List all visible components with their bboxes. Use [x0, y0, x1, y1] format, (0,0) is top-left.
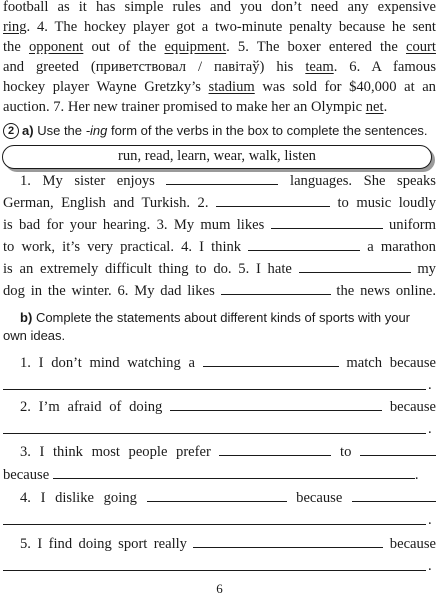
answer-line[interactable] — [3, 433, 426, 434]
underlined-word: stadium — [208, 79, 255, 95]
answer-blank[interactable] — [271, 216, 383, 229]
text-line-1: football as it has simple rules and you don’t need any expensive — [3, 0, 436, 15]
workbook-page: football as it has simple rules and you don’t need any expensive ring. 4. The hockey player got a two-minute penalty because he sent the opponent out of the equipment. 5. The boxer entered the court and greeted (приветствовал / павітаў) his team. 6. A famous hockey player Wayne Gretzky’s stadium was sold for $40,000 at an auction. 7. Her new trainer promised to make her an Olympic net. 2 a) Use the -ing form of the verbs in the box to complete the sentences. run, read, learn, wear, walk, listen 1. My sister enjoys languages. She speaks German, English and Turkish. 2. to music loudly is bad for your hearing. 3. My mum likes uniform to work, it’s very practical. 4. I think a marathon is an extremely difficult thing to do. 5. I hate my dog in the winter. 6. My dad likes the news online. b) Complete the statements about different kinds of sports with your own ideas. 1. I don’t mind watching a match because . 2. I’m afraid of doing because . 3. I think most people prefer to because . 4. I dislike going because . 5. I find doing sport really because . 6 — [0, 0, 439, 600]
text-line-4: and greeted (приветствовал / павітаў) his team. 6. A famous — [3, 59, 437, 75]
underlined-word: team — [305, 59, 334, 75]
answer-blank[interactable] — [352, 489, 436, 502]
sentence-line: is an extremely difficult thing to do. 5. I hate my — [3, 261, 436, 277]
answer-blank[interactable] — [221, 282, 331, 295]
sentence-line: dog in the winter. 6. My dad likes the news online. — [3, 283, 437, 299]
underlined-word: opponent — [28, 39, 84, 55]
answer-blank[interactable] — [53, 466, 415, 479]
underlined-word: net — [365, 99, 384, 115]
answer-blank[interactable] — [248, 238, 360, 251]
exercise-number: 2 — [3, 123, 19, 139]
sentence-line: 1. My sister enjoys languages. She speaks — [20, 173, 436, 189]
text-line-5: hockey player Wayne Gretzky’s stadium was sold for $40,000 at an — [3, 79, 436, 95]
word-box: run, read, learn, wear, walk, listen — [2, 145, 432, 169]
text-line-2: ring. 4. The hockey player got a two-minute penalty because he sent — [3, 19, 436, 35]
answer-line[interactable] — [3, 524, 426, 525]
answer-blank[interactable] — [219, 443, 331, 456]
answer-blank[interactable] — [147, 489, 287, 502]
sentence-line: to work, it’s very practical. 4. I think a marathon — [3, 239, 436, 255]
page-number: 6 — [216, 581, 223, 596]
sentence-line: is bad for your hearing. 3. My mum likes uniform — [3, 217, 436, 233]
exercise-2a-instruction: 2 a) Use the -ing form of the verbs in the box to complete the sentences. — [3, 122, 436, 140]
statement-3-cont: because . — [3, 467, 419, 483]
underlined-word: equipment — [164, 39, 227, 55]
statement-5: 5. I find doing sport really because — [20, 536, 436, 552]
exercise-2b-instruction-cont: own ideas. — [3, 328, 66, 343]
answer-blank[interactable] — [170, 398, 382, 411]
underlined-word: ring — [3, 19, 27, 35]
statement-3: 3. I think most people prefer to — [20, 443, 436, 461]
underlined-word: court — [405, 39, 436, 55]
answer-blank[interactable] — [360, 443, 436, 456]
statement-4: 4. I dislike going because — [20, 489, 436, 507]
answer-blank[interactable] — [216, 194, 330, 207]
statement-1: 1. I don’t mind watching a match because — [20, 355, 436, 371]
answer-blank[interactable] — [299, 260, 411, 273]
statement-2: 2. I’m afraid of doing because — [20, 399, 436, 415]
sentence-line: German, English and Turkish. 2. to music loudly — [3, 195, 436, 211]
text-line-3: the opponent out of the equipment. 5. The boxer entered the court — [3, 39, 436, 55]
answer-blank[interactable] — [193, 535, 383, 548]
answer-line[interactable] — [3, 570, 426, 571]
answer-line[interactable] — [3, 389, 426, 390]
answer-blank[interactable] — [203, 354, 339, 367]
exercise-2b-instruction: b) Complete the statements about different kinds of sports with your — [20, 310, 411, 325]
answer-blank[interactable] — [166, 172, 278, 185]
text-line-6: auction. 7. Her new trainer promised to make her an Olympic net. — [3, 99, 388, 115]
